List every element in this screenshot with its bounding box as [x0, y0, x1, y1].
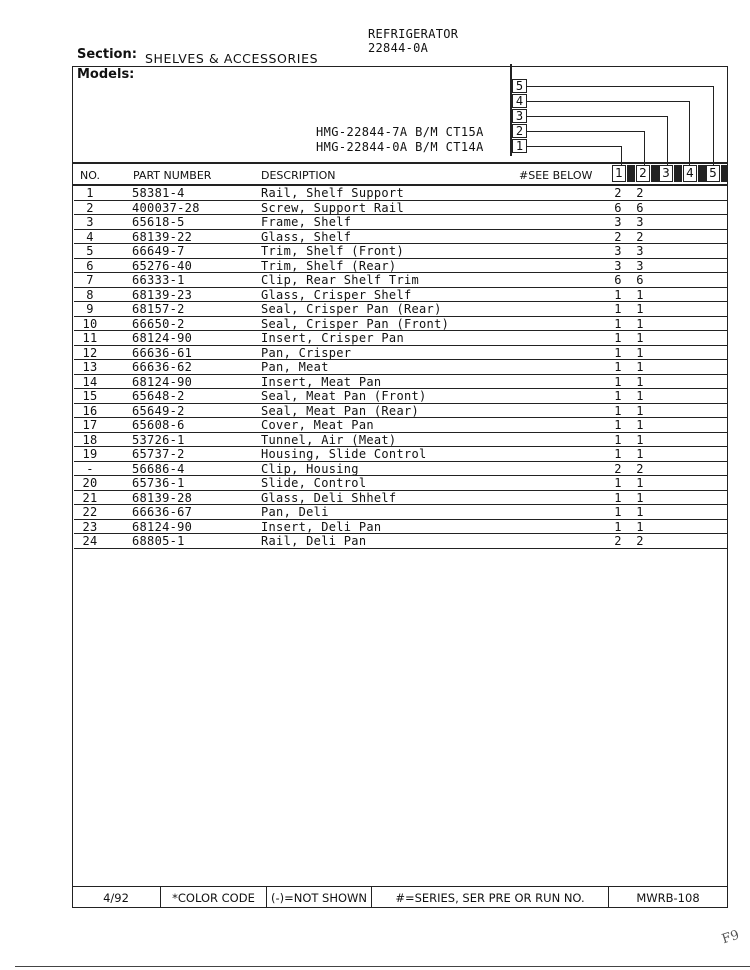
footer-color-code: *COLOR CODE: [161, 887, 267, 907]
part-description: Insert, Crisper Pan: [261, 331, 404, 345]
row-number: 18: [82, 432, 98, 447]
model-col-5: 5: [706, 165, 720, 182]
qty-model-1: 2: [614, 461, 622, 476]
qty-model-1: 3: [614, 258, 622, 273]
page-bottom-rule: [15, 966, 750, 967]
row-number: 17: [82, 418, 98, 432]
qty-model-1: 3: [614, 215, 622, 229]
row-number: 10: [82, 316, 98, 331]
leader-3-down: [667, 116, 668, 166]
qty-model-1: 2: [614, 534, 622, 548]
part-description: Glass, Deli Shhelf: [261, 490, 397, 505]
qty-model-1: 3: [614, 244, 622, 258]
part-description: Screw, Support Rail: [261, 200, 404, 215]
table-row: [72, 433, 728, 448]
part-number: 68124-90: [132, 374, 193, 389]
model-col-divider: [651, 165, 659, 182]
row-number: 9: [86, 302, 94, 316]
row-number: 12: [82, 345, 98, 360]
table-row: [72, 215, 728, 230]
table-row: [72, 244, 728, 259]
model-col-3: 3: [659, 165, 673, 182]
part-number: 58381-4: [132, 186, 185, 200]
table-row: [72, 302, 728, 317]
footer-date: 4/92: [72, 887, 161, 907]
part-number: 68139-28: [132, 490, 193, 505]
row-number: 3: [86, 215, 94, 229]
part-description: Trim, Shelf (Front): [261, 244, 404, 258]
leader-1: [527, 146, 621, 147]
qty-model-2: 1: [636, 316, 644, 331]
qty-model-2: 2: [636, 186, 644, 200]
part-number: 65648-2: [132, 389, 185, 403]
col-header-no: NO.: [80, 169, 100, 182]
table-row: [72, 462, 728, 477]
model-col-1: 1: [612, 165, 626, 182]
col-header-part-number: PART NUMBER: [133, 169, 212, 182]
table-row: [72, 186, 728, 201]
row-number: 24: [82, 534, 98, 548]
table-row: [72, 418, 728, 433]
qty-model-1: 1: [614, 345, 622, 360]
part-number: 400037-28: [132, 200, 200, 215]
table-row: [72, 288, 728, 303]
document-title: REFRIGERATOR: [368, 27, 459, 41]
part-number: 65736-1: [132, 476, 185, 490]
part-description: Frame, Shelf: [261, 215, 352, 229]
part-number: 65649-2: [132, 403, 185, 418]
qty-model-2: 3: [636, 244, 644, 258]
table-row: [72, 476, 728, 491]
qty-model-1: 1: [614, 519, 622, 534]
table-row: [72, 201, 728, 216]
qty-model-1: 6: [614, 273, 622, 287]
qty-model-1: 2: [614, 186, 622, 200]
qty-model-2: 1: [636, 389, 644, 403]
row-number: 23: [82, 519, 98, 534]
qty-model-1: 1: [614, 360, 622, 374]
part-number: 65737-2: [132, 447, 185, 461]
table-row: [72, 346, 728, 361]
table-row: [72, 389, 728, 404]
table-row: [72, 360, 728, 375]
qty-model-2: 1: [636, 505, 644, 519]
models-label: Models:: [77, 67, 135, 82]
model-col-divider: [674, 165, 682, 182]
model-col-4: 4: [683, 165, 697, 182]
qty-model-1: 1: [614, 302, 622, 316]
part-description: Clip, Housing: [261, 461, 359, 476]
table-row: [72, 375, 728, 390]
qty-model-2: 1: [636, 360, 644, 374]
part-number: 68805-1: [132, 534, 185, 548]
qty-model-2: 1: [636, 447, 644, 461]
table-row: [72, 230, 728, 245]
row-number: 22: [82, 505, 98, 519]
row-number: -: [86, 461, 94, 476]
part-number: 66636-62: [132, 360, 193, 374]
table-row: [72, 491, 728, 506]
section-label: Section:: [77, 47, 137, 62]
part-description: Pan, Crisper: [261, 345, 352, 360]
row-number: 16: [82, 403, 98, 418]
model-col-2: 2: [636, 165, 650, 182]
table-row: [72, 317, 728, 332]
table-row: [72, 273, 728, 288]
leader-4: [527, 101, 689, 102]
table-top-rule: [72, 162, 728, 164]
qty-model-2: 1: [636, 345, 644, 360]
row-number: 14: [82, 374, 98, 389]
part-number: 66636-61: [132, 345, 193, 360]
part-number: 53726-1: [132, 432, 185, 447]
row-number: 19: [82, 447, 98, 461]
key-box-4: 4: [512, 94, 527, 108]
qty-model-2: 3: [636, 215, 644, 229]
model-line-7a: HMG-22844-7A B/M CT15A: [316, 125, 484, 139]
table-row: [72, 447, 728, 462]
leader-5-down: [713, 86, 714, 166]
col-header-see-below: #SEE BELOW: [519, 169, 593, 182]
qty-model-2: 6: [636, 200, 644, 215]
col-header-description: DESCRIPTION: [261, 169, 336, 182]
footer-bar: [72, 886, 728, 908]
leader-5: [527, 86, 713, 87]
part-description: Housing, Slide Control: [261, 447, 427, 461]
part-description: Clip, Rear Shelf Trim: [261, 273, 420, 287]
model-col-divider: [627, 165, 635, 182]
part-description: Seal, Meat Pan (Rear): [261, 403, 420, 418]
part-number: 68124-90: [132, 519, 193, 534]
qty-model-1: 1: [614, 287, 622, 302]
table-row: [72, 534, 728, 549]
qty-model-1: 1: [614, 331, 622, 345]
part-number: 65608-6: [132, 418, 185, 432]
part-number: 66650-2: [132, 316, 185, 331]
footer-not-shown: (-)=NOT SHOWN: [267, 887, 372, 907]
part-number: 66636-67: [132, 505, 193, 519]
key-box-1: 1: [512, 139, 527, 153]
row-number: 7: [86, 273, 94, 287]
qty-model-2: 2: [636, 461, 644, 476]
qty-model-2: 6: [636, 273, 644, 287]
table-row: [72, 520, 728, 535]
qty-model-2: 1: [636, 374, 644, 389]
model-col-divider: [721, 165, 728, 182]
part-description: Seal, Meat Pan (Front): [261, 389, 427, 403]
row-number: 6: [86, 258, 94, 273]
qty-model-1: 1: [614, 374, 622, 389]
qty-model-1: 2: [614, 229, 622, 244]
part-description: Slide, Control: [261, 476, 367, 490]
leader-4-down: [689, 101, 690, 166]
part-description: Trim, Shelf (Rear): [261, 258, 397, 273]
row-number: 2: [86, 200, 94, 215]
qty-model-2: 1: [636, 331, 644, 345]
row-number: 8: [86, 287, 94, 302]
leader-3: [527, 116, 667, 117]
row-number: 21: [82, 490, 98, 505]
part-number: 56686-4: [132, 461, 185, 476]
part-description: Pan, Meat: [261, 360, 329, 374]
part-description: Insert, Meat Pan: [261, 374, 382, 389]
qty-model-1: 1: [614, 505, 622, 519]
part-description: Insert, Deli Pan: [261, 519, 382, 534]
qty-model-2: 1: [636, 287, 644, 302]
row-number: 4: [86, 229, 94, 244]
row-underline: [74, 548, 728, 549]
row-number: 13: [82, 360, 98, 374]
table-row: [72, 505, 728, 520]
table-row: [72, 259, 728, 274]
row-number: 20: [82, 476, 98, 490]
qty-model-1: 1: [614, 432, 622, 447]
qty-model-2: 1: [636, 418, 644, 432]
key-box-3: 3: [512, 109, 527, 123]
footer-doc-code: MWRB-108: [636, 891, 700, 905]
part-description: Glass, Shelf: [261, 229, 352, 244]
part-description: Seal, Crisper Pan (Front): [261, 316, 450, 331]
part-description: Glass, Crisper Shelf: [261, 287, 412, 302]
qty-model-2: 2: [636, 229, 644, 244]
qty-model-1: 1: [614, 389, 622, 403]
qty-model-2: 1: [636, 403, 644, 418]
handwritten-mark: F9: [720, 927, 742, 948]
model-line-0a: HMG-22844-0A B/M CT14A: [316, 140, 484, 154]
model-col-divider: [698, 165, 706, 182]
footer-series: #=SERIES, SER PRE OR RUN NO.: [372, 887, 609, 907]
table-row: [72, 331, 728, 346]
part-number: 68139-23: [132, 287, 193, 302]
key-box-2: 2: [512, 124, 527, 138]
part-number: 66333-1: [132, 273, 185, 287]
part-number: 68139-22: [132, 229, 193, 244]
part-number: 66649-7: [132, 244, 185, 258]
part-number: 68157-2: [132, 302, 185, 316]
qty-model-1: 1: [614, 403, 622, 418]
leader-2-down: [644, 131, 645, 166]
part-description: Rail, Shelf Support: [261, 186, 404, 200]
leader-2: [527, 131, 644, 132]
part-number: 65276-40: [132, 258, 193, 273]
row-number: 1: [86, 186, 94, 200]
row-number: 5: [86, 244, 94, 258]
part-description: Tunnel, Air (Meat): [261, 432, 397, 447]
row-number: 15: [82, 389, 98, 403]
part-description: Seal, Crisper Pan (Rear): [261, 302, 442, 316]
qty-model-2: 1: [636, 432, 644, 447]
qty-model-2: 1: [636, 476, 644, 490]
part-description: Rail, Deli Pan: [261, 534, 367, 548]
row-number: 11: [82, 331, 98, 345]
qty-model-1: 6: [614, 200, 622, 215]
qty-model-2: 2: [636, 534, 644, 548]
qty-model-1: 1: [614, 316, 622, 331]
part-number: 65618-5: [132, 215, 185, 229]
part-number: 68124-90: [132, 331, 193, 345]
qty-model-2: 1: [636, 302, 644, 316]
qty-model-2: 3: [636, 258, 644, 273]
qty-model-1: 1: [614, 476, 622, 490]
qty-model-1: 1: [614, 418, 622, 432]
part-description: Pan, Deli: [261, 505, 329, 519]
qty-model-2: 1: [636, 490, 644, 505]
parts-table: [72, 186, 728, 549]
section-value: SHELVES & ACCESSORIES: [145, 51, 319, 66]
qty-model-1: 1: [614, 490, 622, 505]
table-row: [72, 404, 728, 419]
document-number: 22844-0A: [368, 41, 429, 55]
qty-model-2: 1: [636, 519, 644, 534]
qty-model-1: 1: [614, 447, 622, 461]
key-box-5: 5: [512, 79, 527, 93]
part-description: Cover, Meat Pan: [261, 418, 374, 432]
